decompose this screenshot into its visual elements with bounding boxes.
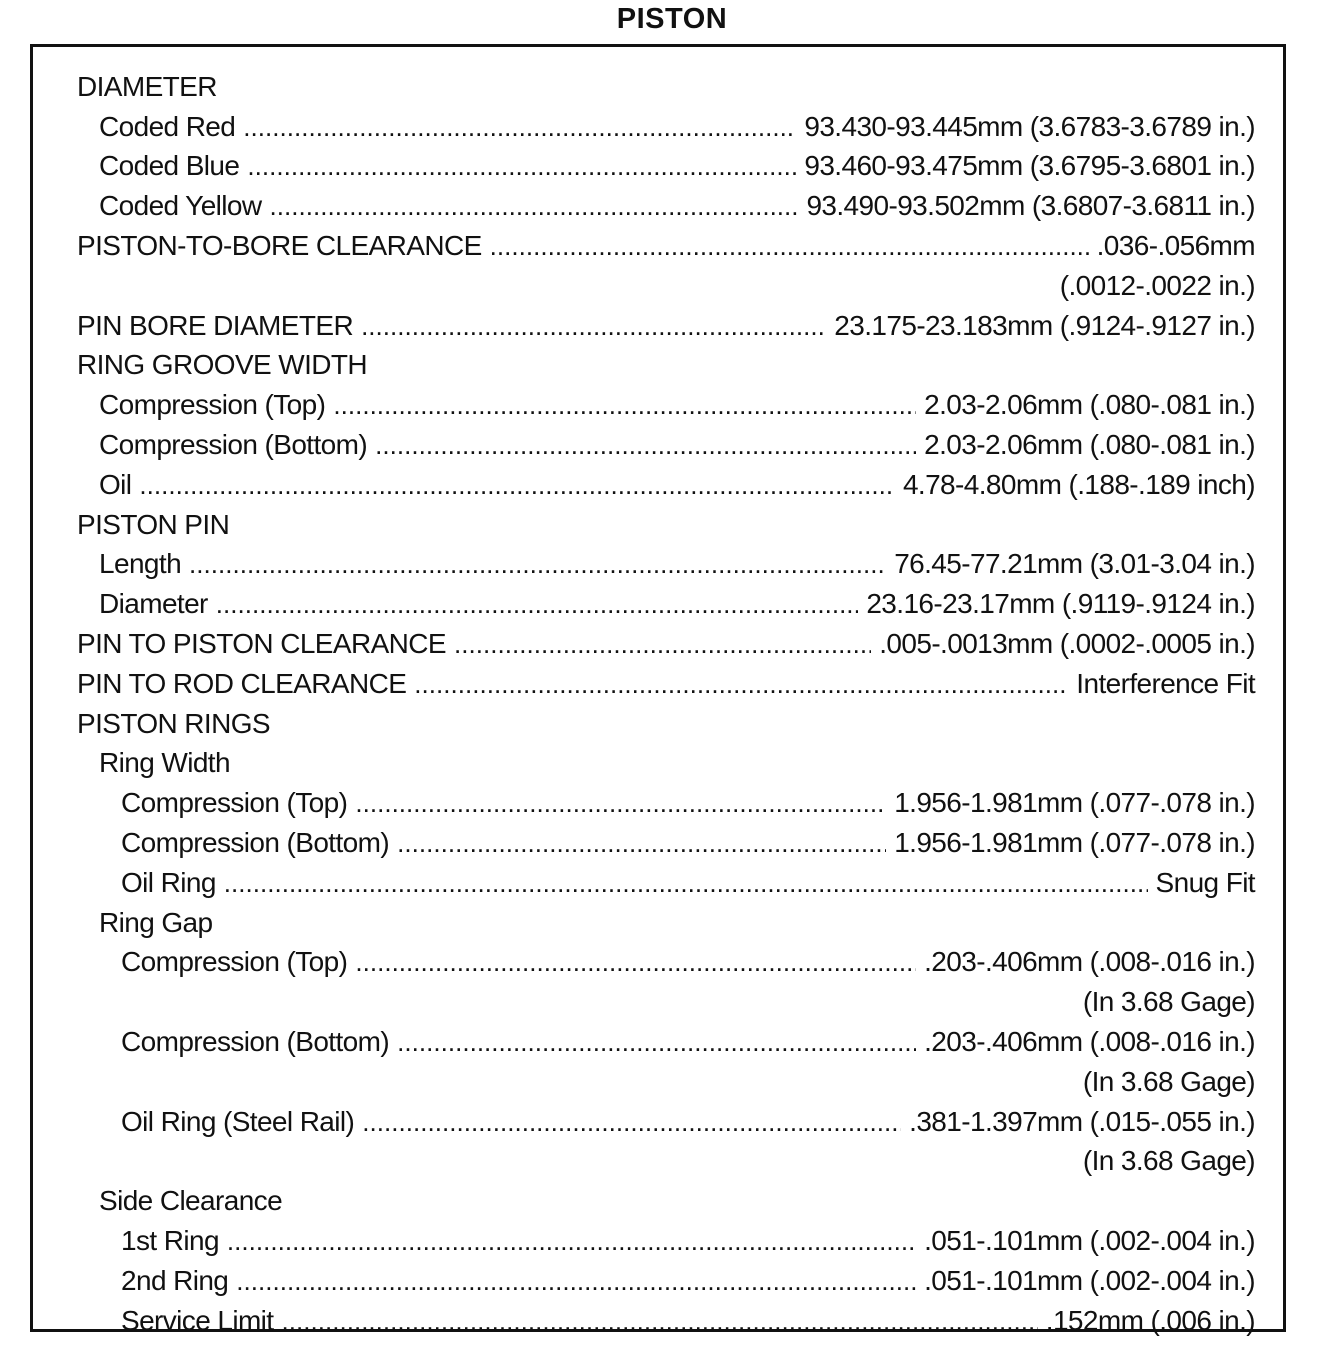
dot-leader — [270, 191, 799, 221]
spec-label: PISTON-TO-BORE CLEARANCE — [77, 229, 482, 261]
spec-row — [77, 739, 1255, 779]
spec-value: 76.45-77.21mm (3.01-3.04 in.) — [894, 548, 1255, 580]
dot-leader — [361, 311, 826, 341]
dot-leader — [355, 947, 916, 977]
spec-value: 4.78-4.80mm (.188-.189 inch) — [902, 468, 1255, 500]
spec-row — [77, 778, 1255, 818]
spec-value: 1.956-1.981mm (.077-.078 in.) — [894, 826, 1255, 858]
dot-leader — [236, 1266, 916, 1296]
spec-value: .005-.0013mm (.0002-.0005 in.) — [879, 627, 1255, 659]
spec-value: (In 3.68 Gage) — [1082, 1145, 1255, 1177]
spec-value: 93.490-93.502mm (3.6807-3.6811 in.) — [806, 190, 1255, 222]
spec-list — [77, 62, 1255, 1336]
spec-row — [77, 221, 1255, 261]
spec-row — [77, 1137, 1255, 1177]
spec-label: PIN TO ROD CLEARANCE — [77, 667, 407, 699]
spec-value: 23.16-23.17mm (.9119-.9124 in.) — [866, 588, 1255, 620]
spec-value: (In 3.68 Gage) — [1082, 1065, 1255, 1097]
spec-value: 93.430-93.445mm (3.6783-3.6789 in.) — [804, 110, 1255, 142]
spec-row — [77, 977, 1255, 1017]
spec-row — [77, 938, 1255, 978]
spec-row — [77, 699, 1255, 739]
spec-label: Coded Red — [99, 110, 236, 142]
dot-leader — [227, 1226, 916, 1256]
spec-value: (In 3.68 Gage) — [1082, 986, 1255, 1018]
spec-label: Compression (Bottom) — [121, 1025, 390, 1057]
section-heading: Ring Width — [99, 747, 230, 779]
spec-row — [77, 500, 1255, 540]
spec-row — [77, 1256, 1255, 1296]
spec-row — [77, 102, 1255, 142]
spec-label: Coded Blue — [99, 150, 240, 182]
section-heading: Ring Gap — [99, 906, 213, 938]
dot-leader — [490, 231, 1089, 261]
section-heading: DIAMETER — [77, 70, 217, 102]
spec-label: Compression (Top) — [121, 787, 348, 819]
spec-row — [77, 579, 1255, 619]
dot-leader — [355, 788, 886, 818]
dot-leader — [333, 390, 916, 420]
spec-label: Length — [99, 548, 182, 580]
spec-label: Compression (Bottom) — [99, 428, 368, 460]
dot-leader — [216, 589, 859, 619]
spec-value: 2.03-2.06mm (.080-.081 in.) — [924, 389, 1255, 421]
spec-row — [77, 1097, 1255, 1137]
spec-row — [77, 1216, 1255, 1256]
dot-leader — [397, 1027, 916, 1057]
section-heading: RING GROOVE WIDTH — [77, 349, 368, 381]
spec-label: 2nd Ring — [121, 1264, 229, 1296]
dot-leader — [375, 430, 916, 460]
spec-value: 2.03-2.06mm (.080-.081 in.) — [924, 428, 1255, 460]
spec-label: PIN BORE DIAMETER — [77, 309, 354, 341]
spec-row — [77, 1057, 1255, 1097]
spec-value: Snug Fit — [1155, 866, 1255, 898]
spec-value: (.0012-.0022 in.) — [1059, 269, 1255, 301]
spec-row — [77, 142, 1255, 182]
spec-label: Compression (Top) — [121, 946, 348, 978]
spec-row — [77, 261, 1255, 301]
dot-leader — [224, 868, 1148, 898]
spec-row — [77, 540, 1255, 580]
spec-row — [77, 1296, 1255, 1336]
spec-label: 1st Ring — [121, 1224, 219, 1256]
section-heading: Side Clearance — [99, 1185, 283, 1217]
spec-row — [77, 181, 1255, 221]
section-heading: PISTON PIN — [77, 508, 230, 540]
dot-leader — [397, 828, 886, 858]
spec-row — [77, 301, 1255, 341]
spec-value: .203-.406mm (.008-.016 in.) — [924, 946, 1255, 978]
spec-row — [77, 341, 1255, 381]
spec-value: .381-1.397mm (.015-.055 in.) — [909, 1105, 1255, 1137]
spec-value: 23.175-23.183mm (.9124-.9127 in.) — [834, 309, 1255, 341]
spec-row — [77, 1176, 1255, 1216]
spec-row — [77, 818, 1255, 858]
spec-label: Service Limit — [121, 1304, 274, 1336]
spec-label: Oil Ring — [121, 866, 216, 898]
spec-label: Oil — [99, 468, 132, 500]
spec-label: Coded Yellow — [99, 190, 262, 222]
spec-row — [77, 898, 1255, 938]
spec-label: Compression (Bottom) — [121, 826, 390, 858]
dot-leader — [281, 1306, 1037, 1336]
spec-value: .051-.101mm (.002-.004 in.) — [924, 1264, 1255, 1296]
spec-label: Compression (Top) — [99, 389, 326, 421]
page-title: PISTON — [616, 3, 728, 35]
spec-value: 1.956-1.981mm (.077-.078 in.) — [894, 787, 1255, 819]
spec-row — [77, 380, 1255, 420]
dot-leader — [454, 629, 871, 659]
dot-leader — [414, 669, 1068, 699]
spec-label: Diameter — [99, 588, 208, 620]
dot-leader — [362, 1107, 901, 1137]
spec-label: PIN TO PISTON CLEARANCE — [77, 627, 446, 659]
spec-value: .203-.406mm (.008-.016 in.) — [924, 1025, 1255, 1057]
spec-row — [77, 460, 1255, 500]
spec-row — [77, 659, 1255, 699]
spec-value: .051-.101mm (.002-.004 in.) — [924, 1224, 1255, 1256]
spec-value: 93.460-93.475mm (3.6795-3.6801 in.) — [804, 150, 1255, 182]
dot-leader — [247, 151, 796, 181]
spec-row — [77, 1017, 1255, 1057]
dot-leader — [243, 112, 796, 142]
dot-leader — [189, 549, 886, 579]
spec-row — [77, 420, 1255, 460]
spec-value: Interference Fit — [1076, 667, 1255, 699]
spec-value: .152mm (.006 in.) — [1045, 1304, 1255, 1336]
spec-table-frame — [30, 44, 1286, 1336]
spec-row — [77, 62, 1255, 102]
spec-row — [77, 858, 1255, 898]
section-heading: PISTON RINGS — [77, 707, 270, 739]
dot-leader — [139, 470, 895, 500]
spec-label: Oil Ring (Steel Rail) — [121, 1105, 355, 1137]
spec-value: .036-.056mm — [1096, 229, 1255, 261]
spec-row — [77, 619, 1255, 659]
